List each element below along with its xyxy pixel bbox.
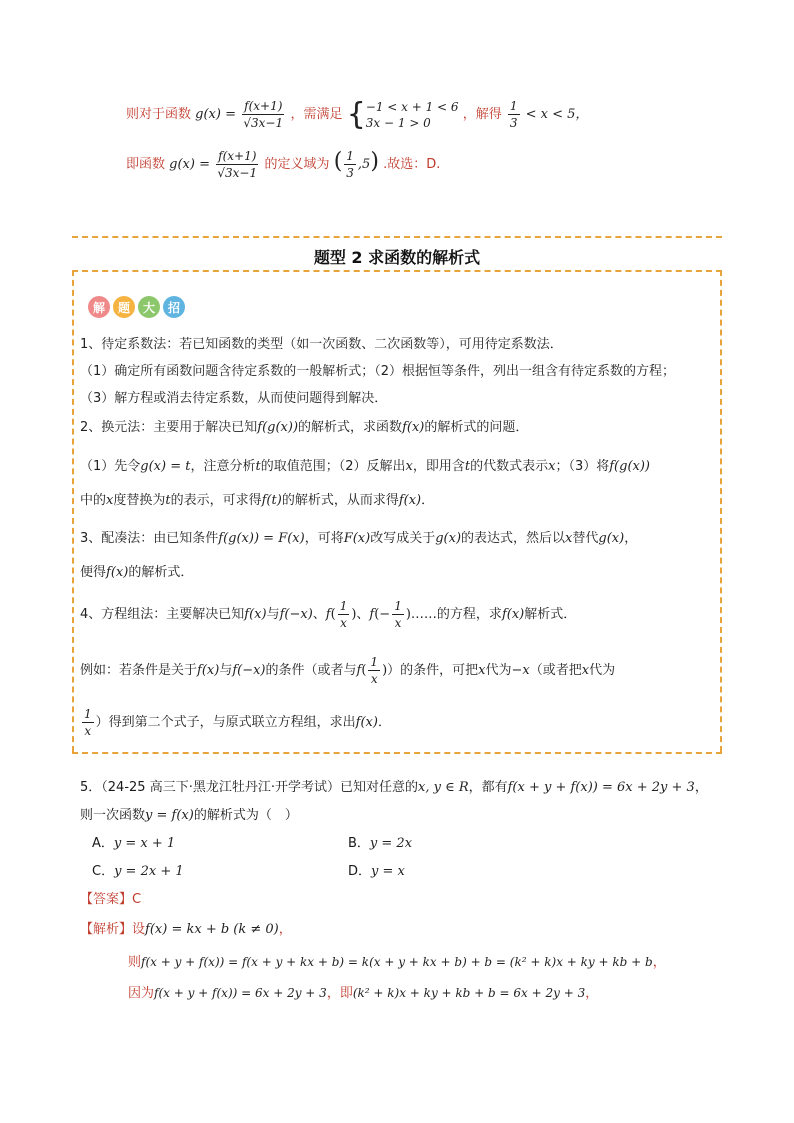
text: 的条件（或者与: [265, 663, 357, 678]
fraction-numerator: 1: [346, 149, 354, 163]
text: 、: [312, 607, 326, 622]
fraction-numerator: 1: [509, 99, 518, 113]
math-expr: t: [255, 459, 261, 474]
math-expr: t: [464, 459, 471, 474]
fraction-denominator: 3: [509, 116, 518, 130]
text: ，即: [326, 986, 353, 1001]
system-row: −1 < x + 1 < 6: [365, 99, 459, 114]
intro-text: 的定义域为: [264, 157, 330, 172]
method-2-steps-cont: [80, 489, 720, 508]
text: 例如：若条件是关于: [80, 663, 198, 678]
option-c[interactable]: [92, 860, 184, 879]
question-source: （24-25 高三下·黑龙江牡丹江·开学考试）: [101, 780, 340, 795]
method-4-title: [80, 598, 720, 631]
badge-char: 大: [138, 296, 160, 318]
method-3-cont: [80, 561, 720, 580]
fraction-denominator: x: [84, 724, 92, 738]
math-expr: (k² + k)x + ky + kb + b = 6x + 2y + 3: [352, 986, 586, 1000]
math-expr: g(x): [598, 531, 625, 546]
text: 的解析式为（ ）: [193, 808, 298, 823]
math-expr: f(x): [355, 715, 378, 730]
fraction-numerator: 1: [394, 599, 402, 613]
fraction-denominator: √3x−1: [217, 166, 258, 180]
option-a[interactable]: [92, 832, 175, 851]
method-4-example: [80, 654, 720, 687]
math-expr: f(−x): [279, 607, 313, 622]
question-line-2: [80, 804, 298, 823]
text: 中的: [80, 493, 107, 508]
text: ，注意分析: [190, 459, 256, 474]
fraction-numerator: f(x+1): [244, 99, 283, 113]
text: （或者把: [529, 663, 582, 678]
math-expr: f(x): [197, 663, 220, 678]
fraction: [344, 148, 356, 181]
option-label: A．: [92, 836, 114, 851]
text: ，: [652, 955, 666, 970]
text: （1）先令: [80, 459, 141, 474]
section-title: 题型 2 求函数的解析式: [313, 248, 481, 267]
paren: ): [405, 607, 411, 622]
equation-system: [346, 96, 459, 132]
intro-text: 即函数: [126, 157, 166, 172]
text: ）得到第二个式子，与原式联立方程组，求出: [95, 715, 356, 730]
math-expr: f(x): [398, 493, 422, 508]
text: ，: [694, 780, 708, 795]
badge-char: 招: [163, 296, 185, 318]
math-expr: t: [165, 493, 171, 508]
math-expr: f(x + y + f(x)) = 6x + 2y + 3: [507, 780, 695, 795]
math-expr: f(t): [261, 493, 282, 508]
text: ，: [624, 531, 638, 546]
math-expr: < x < 5，: [525, 107, 589, 122]
math-expr: f(x): [244, 607, 267, 622]
fraction: [508, 98, 520, 131]
method-2-steps: [80, 455, 720, 474]
math-expr: x, y ∈ R: [417, 780, 469, 795]
method-4-example-cont: [80, 706, 720, 739]
answer-value: C: [132, 892, 142, 907]
math-expr: g(x) =: [169, 157, 210, 172]
text: 的表示，可求得: [170, 493, 262, 508]
fraction-denominator: x: [370, 672, 378, 686]
paren: ): [351, 607, 357, 622]
method-2-title: [80, 416, 720, 435]
math-expr: f: [325, 607, 331, 622]
math-expr: f(x): [501, 607, 525, 622]
paren: ): [382, 663, 388, 678]
paren: (: [330, 607, 336, 622]
option-label: D．: [348, 864, 372, 879]
text: 的解析式，从而求得: [281, 493, 399, 508]
fraction-denominator: x: [394, 616, 402, 630]
math-expr: x: [106, 493, 114, 508]
text: ，: [278, 922, 292, 937]
math-expr: g(x) =: [195, 107, 236, 122]
brace: {: [346, 96, 366, 132]
paren-right: ): [370, 149, 379, 174]
math-expr: x: [405, 459, 413, 474]
math-expr: g(x) = t: [140, 459, 191, 474]
badge-char: 解: [88, 296, 110, 318]
option-value: y = x: [371, 864, 405, 879]
text: 便得: [80, 565, 107, 580]
text: 的表达式，然后以: [461, 531, 566, 546]
box-bottom-border: [72, 752, 722, 754]
fraction: [368, 654, 380, 687]
text: ，: [585, 986, 599, 1001]
analysis-line-3: [128, 982, 598, 1001]
text: 改写成关于: [370, 531, 436, 546]
text: 的取值范围；（2）反解出: [260, 459, 406, 474]
analysis-line-1: [80, 918, 292, 937]
box-top-border: [72, 270, 722, 272]
math-expr: f: [356, 663, 362, 678]
fraction: [338, 598, 350, 631]
text: ）的条件，可把: [387, 663, 479, 678]
math-expr: f(g(x)): [257, 420, 299, 435]
option-value: y = 2x: [369, 836, 413, 851]
intro-text: ，需满足: [290, 107, 343, 122]
section-divider: [72, 236, 722, 238]
text: 解析式．: [524, 607, 577, 622]
analysis-label: 【解析】: [80, 922, 133, 937]
intro-text: .故选：D.: [383, 157, 441, 172]
text: 代为: [589, 663, 616, 678]
fraction: [392, 598, 404, 631]
math-expr: ,5: [357, 157, 371, 172]
math-expr: f(x): [106, 565, 129, 580]
text: 代为: [485, 663, 512, 678]
text: 因为: [128, 986, 155, 1001]
tips-badge: [88, 296, 188, 318]
option-label: C．: [92, 864, 115, 879]
text: ．: [421, 493, 435, 508]
analysis-line-2: [128, 951, 666, 970]
question-number: 5．: [80, 780, 102, 795]
answer-label: 【答案】: [80, 892, 133, 907]
fraction-numerator: 1: [339, 599, 348, 613]
text: 度替换为: [113, 493, 166, 508]
math-expr: f(x) = kx + b (k ≠ 0): [145, 922, 279, 937]
box-right-border: [720, 270, 722, 752]
fraction: [216, 148, 258, 181]
text: 的解析式的问题．: [424, 420, 529, 435]
math-expr: −x: [511, 663, 530, 678]
math-expr: f(g(x)): [609, 459, 650, 474]
intro-text: ，解得: [462, 107, 502, 122]
math-expr: F(x): [343, 531, 371, 546]
option-b[interactable]: [348, 832, 412, 851]
option-value: y = 2x + 1: [114, 864, 184, 879]
text: 与: [219, 663, 233, 678]
method-1-step: （3）解方程或消去待定系数，从而使问题得到解决．: [80, 391, 388, 406]
option-label: B．: [348, 836, 370, 851]
fraction-numerator: 1: [84, 707, 92, 721]
text: ，都有: [468, 780, 508, 795]
text: ．: [377, 715, 391, 730]
text: 4、方程组法：主要解决已知: [80, 607, 245, 622]
text: 2、换元法：主要用于解决已知: [80, 420, 258, 435]
math-expr: f(x + y + f(x)) = f(x + y + kx + b) = k(x + y + kx + b) + b = (k² + k)x + ky + kb + b: [141, 955, 653, 969]
text: ，可将: [304, 531, 344, 546]
math-expr: f(x + y + f(x)) = 6x + 2y + 3: [154, 986, 327, 1000]
paren-left: (: [333, 149, 343, 174]
math-expr: f(x): [402, 420, 425, 435]
text: 已知对任意的: [339, 780, 418, 795]
math-expr: x: [565, 531, 573, 546]
badge-char: 题: [113, 296, 135, 318]
text: 的代数式表示: [470, 459, 549, 474]
text: 则一次函数: [80, 808, 146, 823]
math-expr: g(x): [435, 531, 462, 546]
paren: (−: [374, 607, 391, 622]
method-1-title: 1、待定系数法：若已知函数的类型（如一次函数、二次函数等），可用待定系数法．: [80, 337, 563, 352]
text: 、: [356, 607, 370, 622]
method-1-step: （1）确定所有函数问题含待定系数的一般解析式；（2）根据恒等条件，列出一组含有待定系数的方程；: [80, 364, 676, 379]
text: ……的方程，求: [410, 607, 502, 622]
fraction: [82, 706, 94, 739]
text: 与: [266, 607, 280, 622]
math-expr: x: [548, 459, 556, 474]
system-row: 3x − 1 > 0: [365, 115, 431, 130]
intro-line-2: [126, 148, 794, 181]
fraction: [242, 98, 284, 131]
text: 的解析式．: [128, 565, 194, 580]
math-expr: f(g(x)) = F(x): [218, 531, 305, 546]
fraction-denominator: √3x−1: [243, 116, 284, 130]
fraction-numerator: 1: [370, 655, 379, 669]
intro-line-1: [126, 98, 794, 131]
text: ；（3）将: [555, 459, 610, 474]
text: 3、配凑法：由已知条件: [80, 531, 219, 546]
text: 替代: [572, 531, 599, 546]
method-3-title: [80, 527, 720, 546]
intro-text: 则对于函数: [126, 107, 192, 122]
fraction-denominator: 3: [346, 166, 354, 180]
answer-line: [80, 888, 141, 907]
math-expr: f(−x): [232, 663, 266, 678]
math-expr: y = f(x): [145, 808, 194, 823]
math-expr: x: [581, 663, 590, 678]
fraction-numerator: f(x+1): [218, 149, 257, 163]
text: 则: [128, 955, 142, 970]
text: ，即用含: [412, 459, 465, 474]
math-expr: f: [369, 607, 375, 622]
math-expr: x: [478, 663, 486, 678]
text: 设: [132, 922, 146, 937]
box-left-border: [72, 270, 74, 752]
text: 的解析式，求函数: [298, 420, 403, 435]
question-line-1: [80, 776, 708, 795]
option-value: y = x + 1: [113, 836, 176, 851]
paren: (: [361, 663, 367, 678]
fraction-denominator: x: [340, 616, 347, 630]
option-d[interactable]: [348, 860, 405, 879]
